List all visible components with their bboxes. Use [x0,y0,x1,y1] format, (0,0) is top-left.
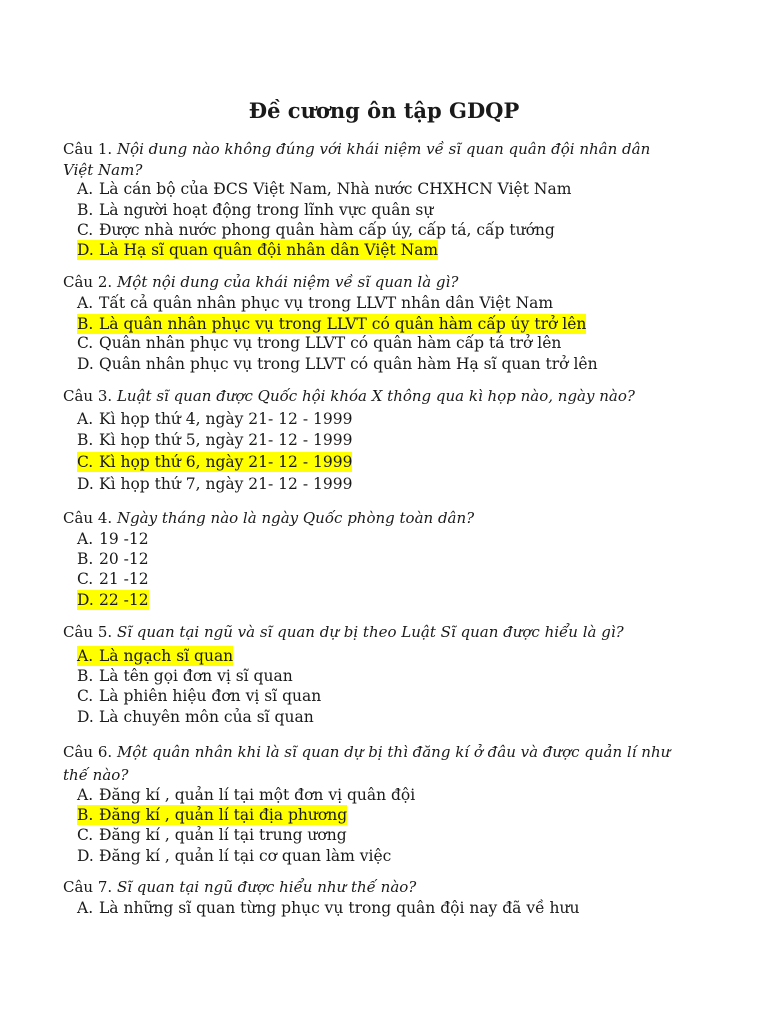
option-label: D. [77,475,94,493]
question-3 [63,386,683,407]
option-text: Là người hoạt động trong lĩnh vực quân sự [99,201,434,219]
question-text: Luật sĩ quan được Quốc hội khóa X thông qua kì họp nào, ngày nào? [116,387,635,405]
option-label: B. [77,201,94,219]
answer-option-correct [77,452,352,472]
answer-option [77,474,352,494]
answer-option [77,825,347,845]
answer-option [77,200,433,220]
option-text: Là phiên hiệu đơn vị sĩ quan [99,687,322,705]
option-text: 20 -12 [99,550,149,568]
option-text: Là chuyên môn của sĩ quan [99,708,314,726]
question-number: Câu 1. [63,140,113,158]
option-label: C. [77,453,94,471]
answer-option [77,179,571,199]
option-text: Tất cả quân nhân phục vụ trong LLVT nhân dân Việt Nam [99,294,554,312]
option-label: C. [77,687,94,705]
option-text: Quân nhân phục vụ trong LLVT có quân hàm cấp tá trở lên [99,334,562,352]
question-number: Câu 3. [63,387,113,405]
answer-option [77,430,352,450]
option-label: D. [77,708,94,726]
option-text: Kì họp thứ 6, ngày 21- 12 - 1999 [99,453,353,471]
answer-option [77,549,149,569]
question-number: Câu 5. [63,623,113,641]
option-text: Là quân nhân phục vụ trong LLVT có quân hàm cấp úy trở lên [99,315,587,333]
option-text: Đăng kí , quản lí tại trung ương [99,826,347,844]
option-label: D. [77,355,94,373]
question-number: Câu 7. [63,878,113,896]
option-text: Đăng kí , quản lí tại một đơn vị quân đội [99,786,416,804]
page-title: Đề cương ôn tập GDQP [248,98,520,123]
option-label: C. [77,221,94,239]
question-2 [63,272,683,293]
option-label: A. [77,530,94,548]
answer-option-correct [77,590,149,610]
option-text: Là tên gọi đơn vị sĩ quan [99,667,293,685]
option-label: A. [77,410,94,428]
answer-option [77,220,555,240]
answer-option-correct [77,240,438,260]
answer-option-correct [77,646,233,666]
option-label: D. [77,241,94,259]
answer-option [77,409,352,429]
question-5 [63,622,683,643]
option-label: A. [77,786,94,804]
question-4 [63,508,683,529]
option-label: A. [77,180,94,198]
answer-option [77,529,149,549]
question-number: Câu 4. [63,509,113,527]
answer-option [77,333,561,353]
option-text: Là Hạ sĩ quan quân đội nhân dân Việt Nam [99,241,439,259]
option-label: C. [77,826,94,844]
option-label: D. [77,591,94,609]
option-text: Đăng kí , quản lí tại cơ quan làm việc [99,847,392,865]
option-label: B. [77,431,94,449]
option-text: Kì họp thứ 7, ngày 21- 12 - 1999 [99,475,353,493]
option-label: C. [77,570,94,588]
answer-option [77,666,293,686]
question-7 [63,877,683,898]
option-text: Quân nhân phục vụ trong LLVT có quân hàm Hạ sĩ quan trở lên [99,355,598,373]
question-text: Một nội dung của khái niệm về sĩ quan là gì? [116,273,459,291]
option-text: Là cán bộ của ĐCS Việt Nam, Nhà nước CHXHCN Việt Nam [99,180,572,198]
answer-option [77,785,415,805]
option-text: Là ngạch sĩ quan [99,647,234,665]
answer-option [77,846,391,866]
option-text: Được nhà nước phong quân hàm cấp úy, cấp tá, cấp tướng [99,221,555,239]
answer-option [77,898,580,918]
question-number: Câu 2. [63,273,113,291]
option-text: Kì họp thứ 4, ngày 21- 12 - 1999 [99,410,353,428]
option-label: A. [77,294,94,312]
option-label: C. [77,334,94,352]
answer-option [77,569,149,589]
question-6 [63,741,683,787]
answer-option [77,686,321,706]
option-text: 19 -12 [99,530,149,548]
answer-option [77,354,598,374]
option-label: B. [77,315,94,333]
question-1 [63,139,683,181]
question-number: Câu 6. [63,743,113,761]
option-label: A. [77,647,94,665]
answer-option-correct [77,314,586,334]
option-label: B. [77,550,94,568]
option-label: D. [77,847,94,865]
question-text: Nội dung nào không đúng với khái niệm về sĩ quan quân đội nhân dân Việt Nam? [63,140,651,179]
question-text: Sĩ quan tại ngũ được hiểu như thế nào? [116,878,417,896]
question-text: Ngày tháng nào là ngày Quốc phòng toàn dân? [116,509,475,527]
option-label: B. [77,806,94,824]
answer-option [77,707,314,727]
question-text: Một quân nhân khi là sĩ quan dự bị thì đăng kí ở đâu và được quản lí như thế nào? [63,743,671,784]
option-text: 22 -12 [99,591,149,609]
option-label: A. [77,899,94,917]
answer-option-correct [77,805,347,825]
option-text: Đăng kí , quản lí tại địa phương [99,806,348,824]
option-text: 21 -12 [99,570,149,588]
answer-option [77,293,553,313]
option-label: B. [77,667,94,685]
question-text: Sĩ quan tại ngũ và sĩ quan dự bị theo Luật Sĩ quan được hiểu là gì? [116,623,624,641]
option-text: Kì họp thứ 5, ngày 21- 12 - 1999 [99,431,353,449]
option-text: Là những sĩ quan từng phục vụ trong quân đội nay đã về hưu [99,899,580,917]
